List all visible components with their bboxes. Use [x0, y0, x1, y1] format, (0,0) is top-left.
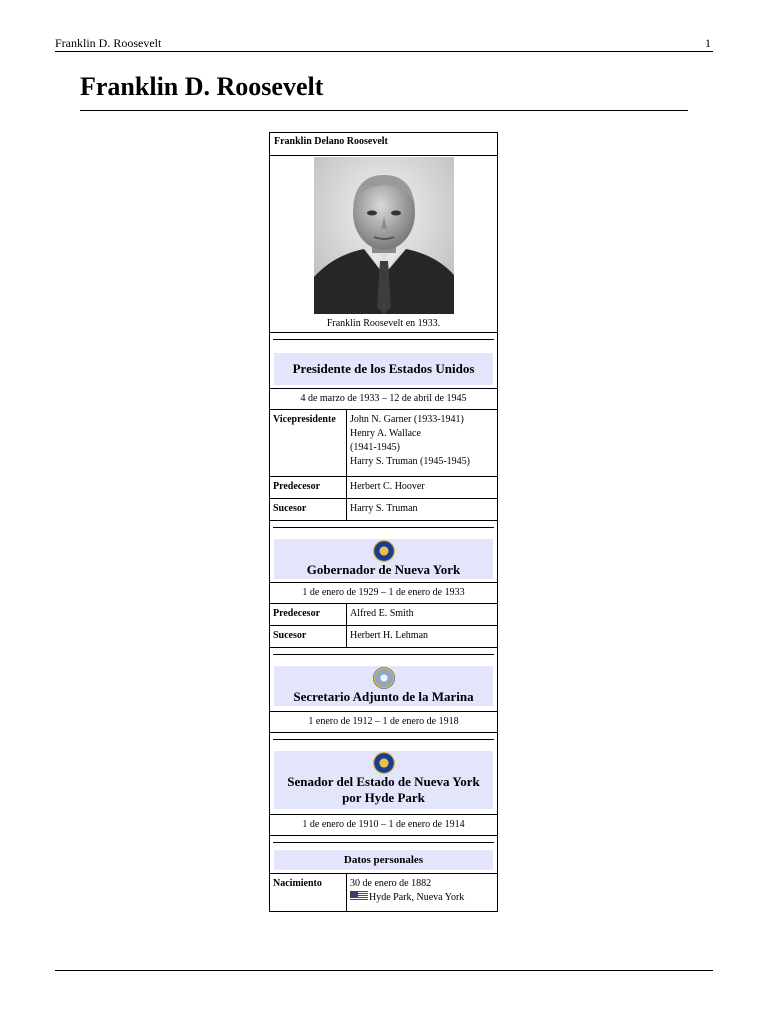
row-successor-president [270, 498, 497, 520]
row-predecessor-president [270, 476, 497, 498]
term-dates-navy: 1 enero de 1912 – 1 de enero de 1918 [270, 711, 497, 732]
vp-line: John N. Garner (1933-1941) [350, 414, 464, 425]
term-dates-governor: 1 de enero de 1929 – 1 de enero de 1933 [270, 582, 497, 603]
ny-state-seal-icon [373, 540, 395, 562]
value-predecessor: Herbert C. Hoover [350, 481, 425, 492]
ny-state-seal-icon [373, 752, 395, 774]
navy-seal-icon [373, 667, 395, 689]
page-number: 1 [705, 36, 711, 50]
infobox-photo-row [270, 155, 497, 332]
photo-caption: Franklin Roosevelt en 1933. [326, 318, 441, 329]
label-predecessor: Predecesor [270, 477, 347, 498]
section-title-senator-line2: por Hyde Park [342, 790, 425, 805]
infobox-name: Franklin Delano Roosevelt [274, 136, 388, 147]
label-successor: Sucesor [270, 499, 347, 520]
birth-date: 30 de enero de 1882 [350, 878, 432, 889]
section-president [270, 332, 497, 388]
value-predecessor: Alfred E. Smith [350, 608, 414, 619]
page-title: Franklin D. Roosevelt [80, 72, 324, 101]
row-predecessor-governor [270, 603, 497, 625]
section-senator [270, 732, 497, 814]
term-dates-senator: 1 de enero de 1910 – 1 de enero de 1914 [270, 814, 497, 835]
label-predecessor: Predecesor [270, 604, 347, 625]
row-successor-governor [270, 625, 497, 647]
value-vicepresident [347, 410, 497, 476]
row-birth [270, 873, 497, 911]
label-birth: Nacimiento [270, 874, 347, 911]
header-rule [55, 51, 713, 52]
footer-rule [55, 970, 713, 971]
section-title-governor: Gobernador de Nueva York [306, 562, 461, 577]
vp-line: Harry S. Truman (1945-1945) [350, 456, 470, 467]
vp-line: (1941-1945) [350, 442, 400, 453]
section-title-senator: Senador del Estado de Nueva York [287, 774, 480, 789]
section-personal [270, 835, 497, 873]
infobox [269, 132, 498, 912]
running-header [55, 36, 713, 52]
portrait-photo [314, 157, 454, 314]
section-title-personal: Datos personales [274, 850, 493, 870]
us-flag-icon [350, 891, 368, 901]
value-successor: Herbert H. Lehman [350, 630, 429, 641]
row-vicepresident [270, 409, 497, 476]
section-navy [270, 647, 497, 711]
term-dates-president: 4 de marzo de 1933 – 12 de abril de 1945 [270, 388, 497, 409]
value-birth [347, 874, 497, 911]
running-header-title: Franklin D. Roosevelt [55, 36, 162, 50]
section-title-navy: Secretario Adjunto de la Marina [293, 689, 474, 704]
birth-place: Hyde Park, Nueva York [369, 892, 465, 903]
value-successor: Harry S. Truman [350, 503, 418, 514]
vp-line: Henry A. Wallace [350, 428, 421, 439]
section-governor [270, 520, 497, 582]
section-title-president: Presidente de los Estados Unidos [274, 353, 493, 385]
birth-place-row [350, 891, 494, 905]
label-successor: Sucesor [270, 626, 347, 647]
label-vicepresident: Vicepresidente [270, 410, 347, 476]
title-rule [80, 110, 688, 111]
